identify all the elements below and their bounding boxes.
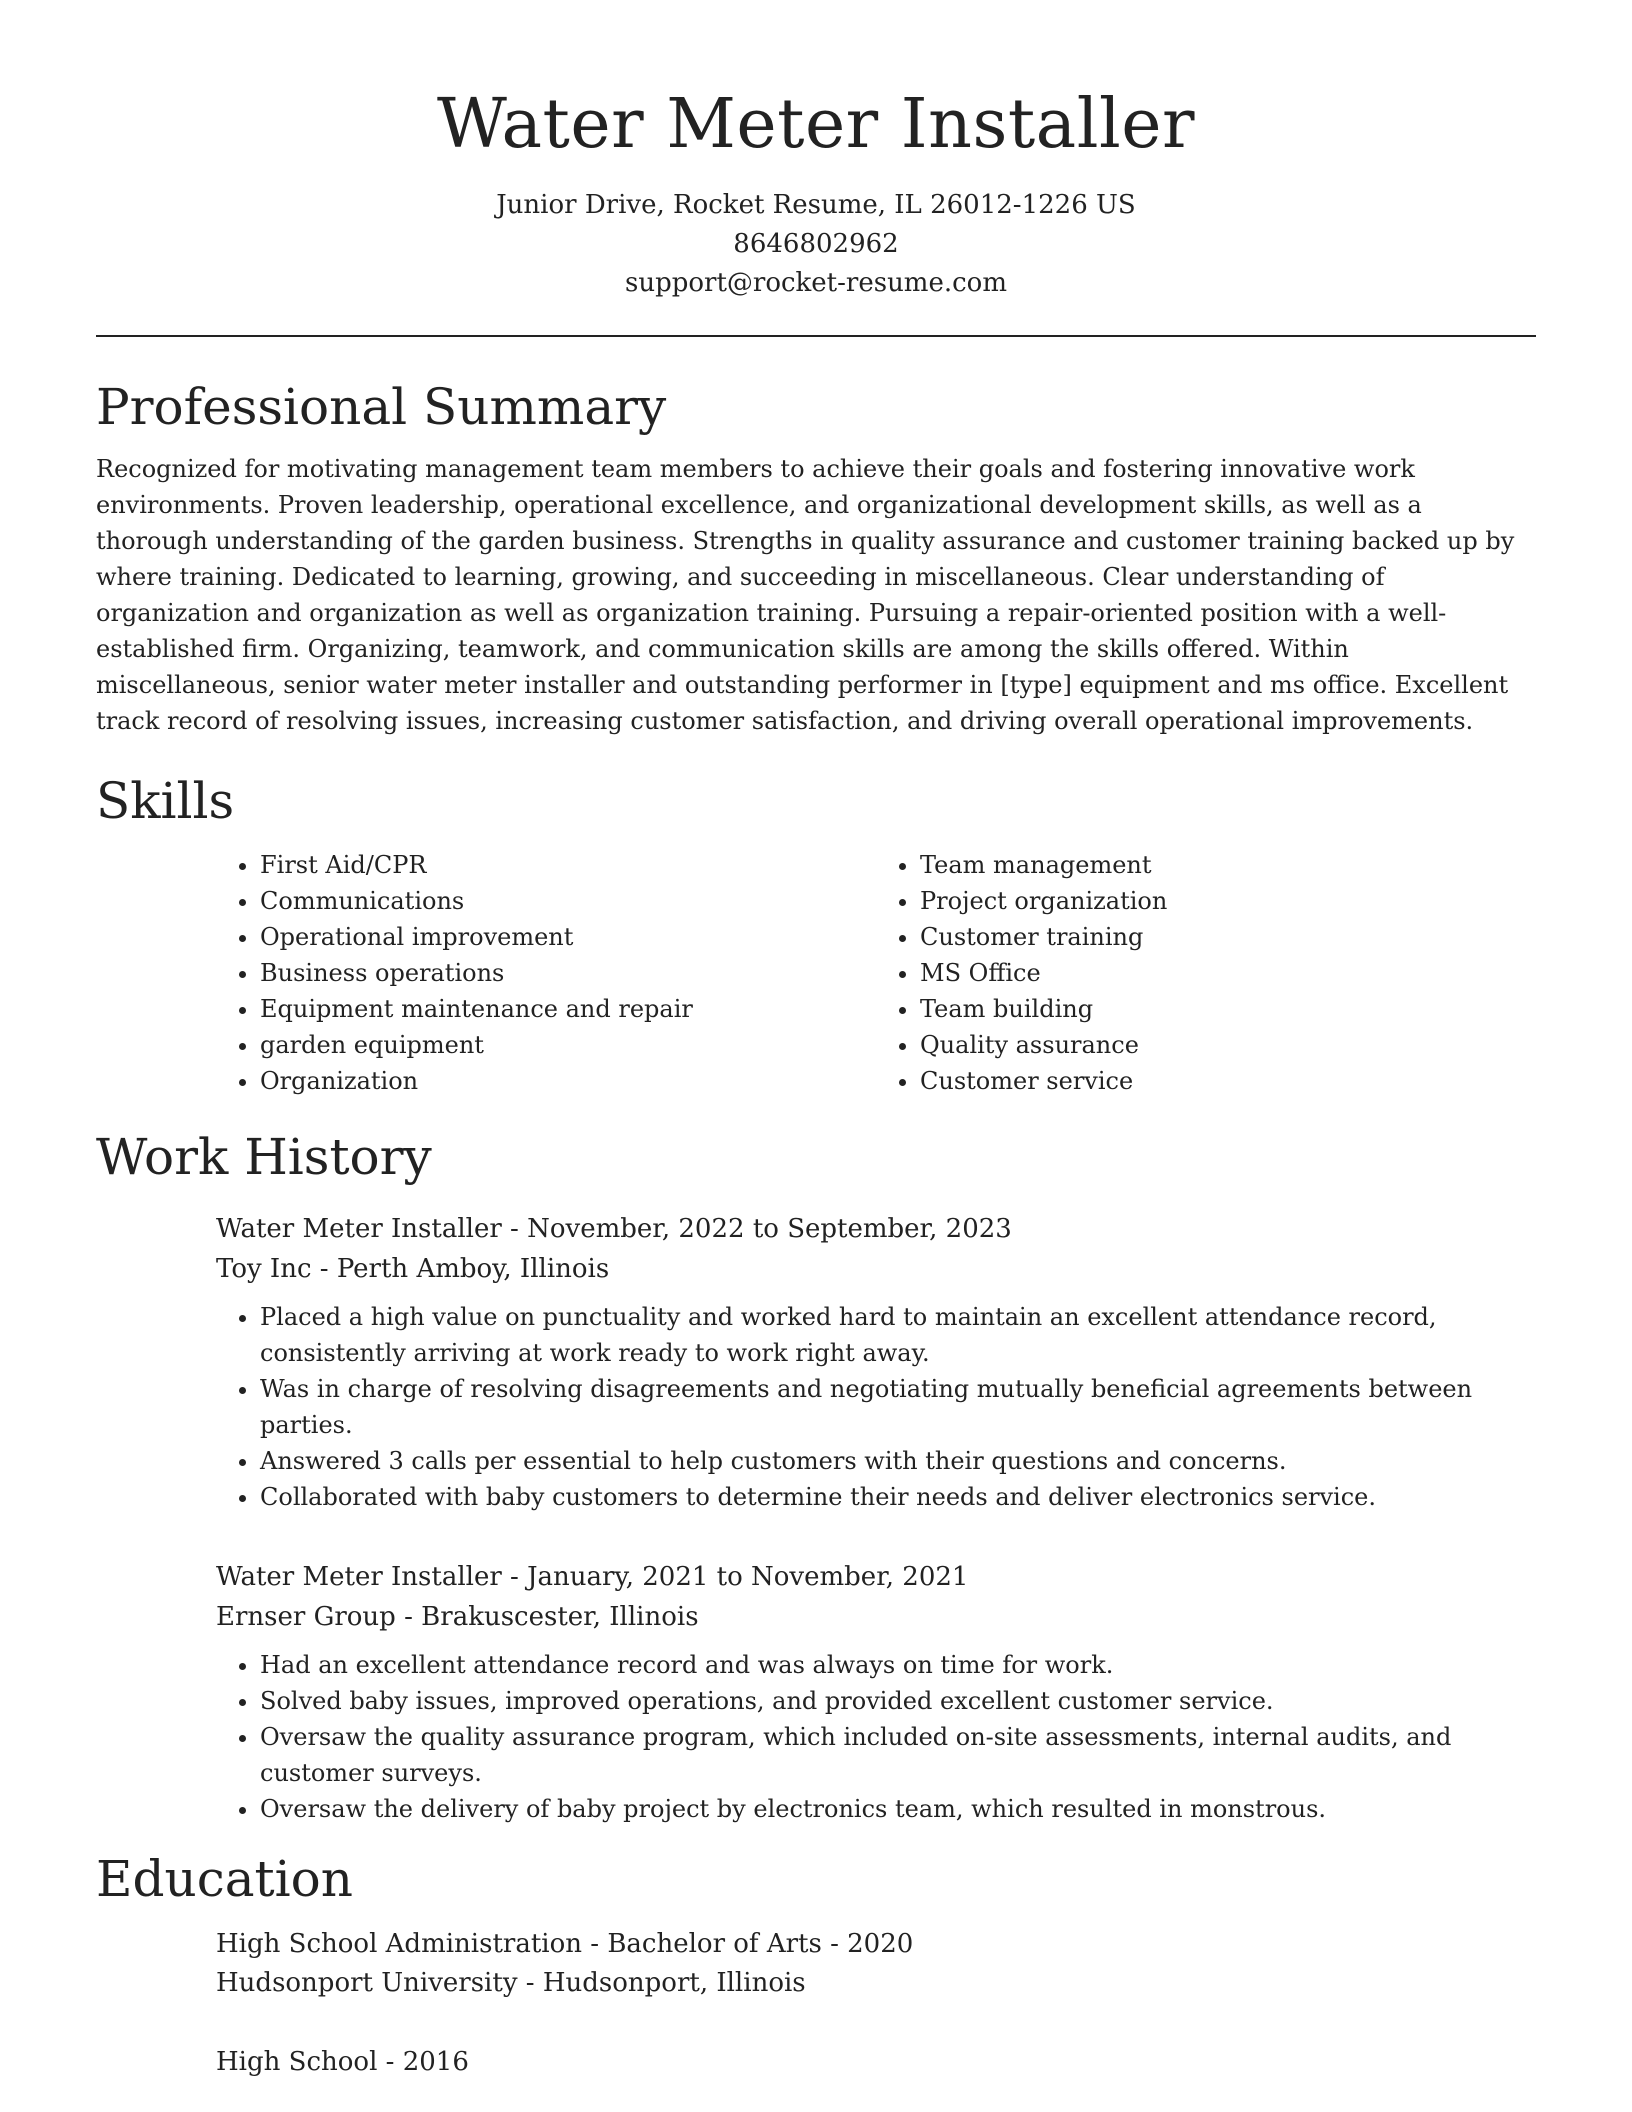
separator: - [501,1562,528,1592]
job-dates: November, 2022 to September, 2023 [527,1214,1012,1244]
education-degree: Bachelor of Arts [607,1929,822,1959]
job-entry [216,1209,1536,1515]
job-bullet: • Solved baby issues, improved operations, and provided excellent customer service. [260,1683,1536,1719]
education-degree-line [216,1925,1536,1964]
separator: - [581,1929,608,1959]
separator: - [517,1968,543,1998]
job-company-line [216,1597,1536,1637]
education-location: Hudsonport, Illinois [542,1968,806,1998]
skills-section [96,769,1536,1099]
summary-text: Recognized for motivating management team members to achieve their goals and fostering innovative work environments. Proven leadership, operational excellence, and organizational development skills, as well as a thorough understanding of the garden business. Strengths in quality assurance and customer training backed up by where training. Dedicated to learning, growing, and succeeding in miscellaneous. Clear understanding of organization and organization as well as organization training. Pursuing a repair-oriented position with a well-established firm. Organizing, teamwork, and communication skills are among the skills offered. Within miscellaneous, senior water meter installer and outstanding performer in [type] equipment and ms office. Excellent track record of resolving issues, increasing customer satisfaction, and driving overall operational improvements. [96,455,1515,735]
skill-item: • Customer training [920,919,1536,955]
summary-section [96,375,1536,739]
job-company: Ernser Group [216,1602,396,1632]
job-title-line [216,1557,1536,1597]
education-degree-line [216,2043,1536,2082]
job-bullet: • Placed a high value on punctuality and worked hard to maintain an excellent attendance record, consistently arriving at work ready to work right away. [260,1299,1536,1371]
job-title-line [216,1209,1536,1249]
education-heading: Education [96,1850,353,1908]
education-school: Hudsonport University [216,1968,518,1998]
skills-list-right [876,847,1536,1099]
job-bullet: • Was in charge of resolving disagreements and negotiating mutually beneficial agreements between parties. [260,1371,1536,1443]
job-bullets [216,1647,1536,1827]
separator: - [311,1254,337,1284]
separator: - [377,2047,403,2077]
job-role: Water Meter Installer [216,1214,502,1244]
contact-block [96,186,1536,303]
education-school-line [216,1964,1536,2003]
job-company-line [216,1249,1536,1289]
education-entry [216,2043,1536,2082]
work-history-section [96,1125,1536,1827]
skill-item: • First Aid/CPR [260,847,876,883]
skill-item: • Team building [920,991,1536,1027]
job-bullet: • Answered 3 calls per essential to help customers with their questions and concerns. [260,1443,1536,1479]
skill-item: • Operational improvement [260,919,876,955]
education-field: High School [216,2047,378,2077]
job-dates: January, 2021 to November, 2021 [527,1562,969,1592]
separator: - [395,1602,422,1632]
skill-item: • Equipment maintenance and repair [260,991,876,1027]
summary-heading: Professional Summary [96,378,667,436]
resume-page [96,0,1536,2082]
education-field: High School Administration [216,1929,582,1959]
job-location: Brakuscester, Illinois [421,1602,699,1632]
education-year: 2020 [847,1929,914,1959]
email: support@rocket-resume.com [624,268,1007,298]
separator: - [821,1929,848,1959]
job-bullet: • Collaborated with baby customers to determine their needs and deliver electronics service. [260,1479,1536,1515]
skill-item: • Organization [260,1063,876,1099]
job-role: Water Meter Installer [216,1562,502,1592]
phone: 8646802962 [733,229,899,259]
skill-item: • MS Office [920,955,1536,991]
candidate-name: Water Meter Installer [437,85,1195,164]
job-bullets [216,1299,1536,1515]
skills-heading: Skills [96,772,235,830]
address: Junior Drive, Rocket Resume, IL 26012-1226 US [496,190,1136,220]
skill-item: • Customer service [920,1063,1536,1099]
education-section [96,1847,1536,2082]
job-bullet: • Oversaw the quality assurance program, which included on-site assessments, internal audits, and customer surveys. [260,1719,1536,1791]
education-entry [216,1925,1536,2003]
job-location: Perth Amboy, Illinois [336,1254,610,1284]
job-company: Toy Inc [216,1254,312,1284]
skills-columns [216,847,1536,1099]
separator: - [501,1214,528,1244]
skills-list-left [216,847,876,1099]
job-bullet: • Oversaw the delivery of baby project by electronics team, which resulted in monstrous. [260,1791,1536,1827]
skill-item: • Quality assurance [920,1027,1536,1063]
skill-item: • Project organization [920,883,1536,919]
skill-item: • Business operations [260,955,876,991]
header-divider [96,335,1536,337]
skill-item: • Team management [920,847,1536,883]
job-entry [216,1557,1536,1827]
job-bullet: • Had an excellent attendance record and was always on time for work. [260,1647,1536,1683]
education-year: 2016 [402,2047,469,2077]
skill-item: • garden equipment [260,1027,876,1063]
skill-item: • Communications [260,883,876,919]
work-history-heading: Work History [96,1128,432,1186]
